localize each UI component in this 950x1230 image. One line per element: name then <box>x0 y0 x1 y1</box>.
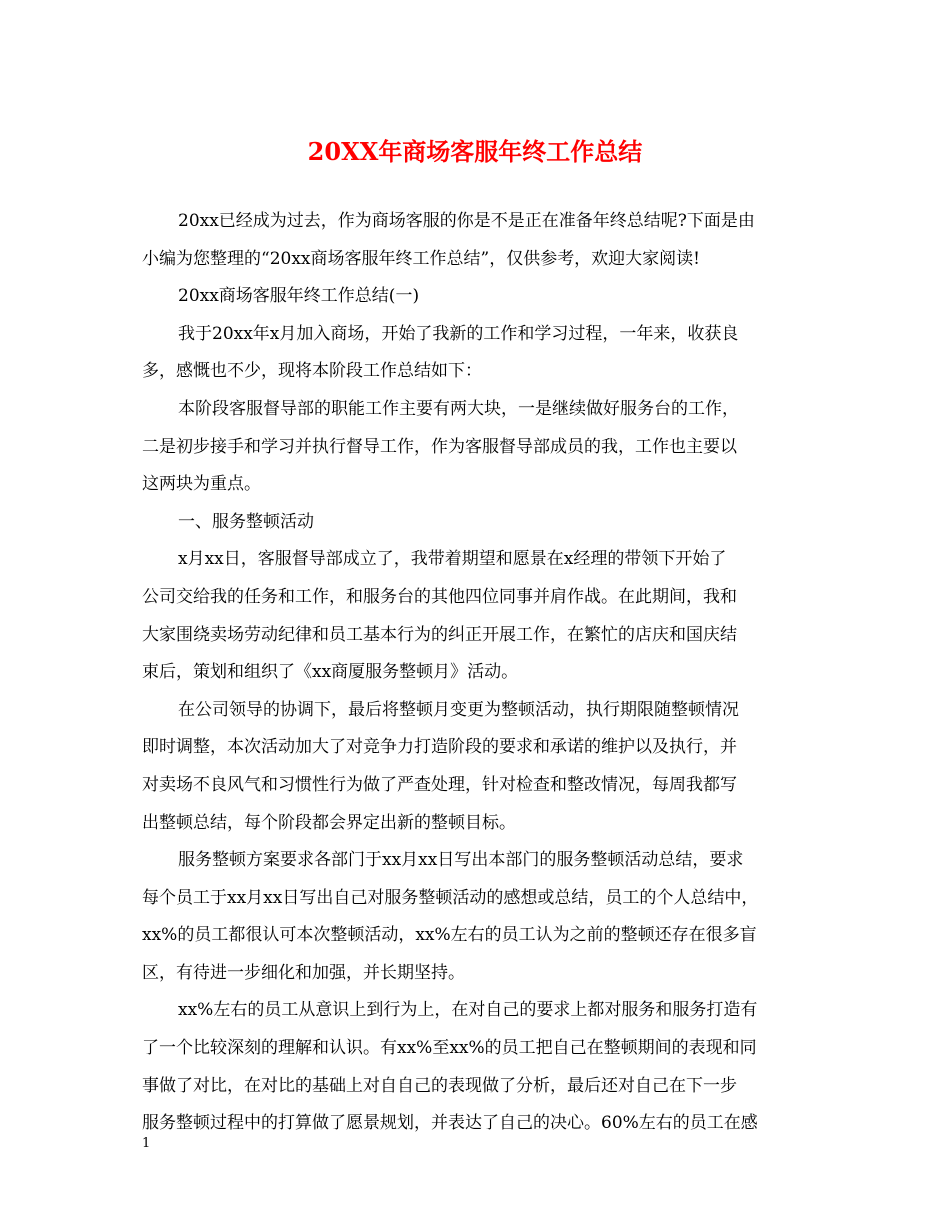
text-line: 公司交给我的任务和工作，和服务台的其他四位同事并肩作战。在此期间，我和 <box>142 586 737 607</box>
text-line: x月xx日，客服督导部成立了，我带着期望和愿景在x经理的带领下开始了 <box>178 549 727 570</box>
document-title: 20XX年商场客服年终工作总结 <box>307 137 643 166</box>
text-line: 小编为您整理的“20xx商场客服年终工作总结”，仅供参考，欢迎大家阅读! <box>142 248 701 269</box>
document-body <box>142 203 826 1143</box>
text-line: 二是初步接手和学习并执行督导工作，作为客服督导部成员的我，工作也主要以 <box>142 436 737 457</box>
text-line: 20xx已经成为过去，作为商场客服的你是不是正在准备年终总结呢?下面是由 <box>178 211 755 231</box>
text-line: 20xx商场客服年终工作总结(一) <box>178 286 420 307</box>
text-line: 服务整顿方案要求各部门于xx月xx日写出本部门的服务整顿活动总结，要求 <box>178 850 744 871</box>
text-line: xx%的员工都很认可本次整顿活动，xx%左右的员工认为之前的整顿还存在很多盲 <box>142 925 757 946</box>
text-line: 大家围绕卖场劳动纪律和员工基本行为的纠正开展工作，在繁忙的店庆和国庆结 <box>142 624 737 645</box>
text-line: 我于20xx年x月加入商场，开始了我新的工作和学习过程，一年来，收获良 <box>178 323 739 344</box>
text-line: xx%左右的员工从意识上到行为上，在对自己的要求上都对服务和服务打造有 <box>178 1000 758 1021</box>
text-line: 这两块为重点。 <box>142 474 261 495</box>
text-line: 多，感慨也不少，现将本阶段工作总结如下： <box>142 361 482 382</box>
text-line: 束后，策划和组织了《xx商厦服务整顿月》活动。 <box>142 662 519 683</box>
page-number: 1 <box>142 1136 151 1151</box>
text-line: 在公司领导的协调下，最后将整顿月变更为整顿活动，执行期限随整顿情况 <box>178 699 739 720</box>
text-line: 区，有待进一步细化和加强，并长期坚持。 <box>142 962 465 983</box>
text-line: 事做了对比，在对比的基础上对自自己的表现做了分析，最后还对自己在下一步 <box>142 1075 737 1096</box>
text-line: 每个员工于xx月xx日写出自己对服务整顿活动的感想或总结，员工的个人总结中， <box>142 887 759 908</box>
text-line: 本阶段客服督导部的职能工作主要有两大块，一是继续做好服务台的工作， <box>178 398 739 419</box>
text-line: 了一个比较深刻的理解和认识。有xx%至xx%的员工把自己在整顿期间的表现和同 <box>142 1038 757 1059</box>
text-line: 出整顿总结，每个阶段都会界定出新的整顿目标。 <box>142 812 516 833</box>
text-line: 对卖场不良风气和习惯性行为做了严查处理，针对检查和整改情况，每周我都写 <box>142 774 737 795</box>
text-line: 一、服务整顿活动 <box>178 511 314 532</box>
text-line: 即时调整，本次活动加大了对竞争力打造阶段的要求和承诺的维护以及执行，并 <box>142 737 737 758</box>
text-line: 服务整顿过程中的打算做了愿景规划，并表达了自己的决心。60%左右的员工在感 <box>142 1113 758 1134</box>
